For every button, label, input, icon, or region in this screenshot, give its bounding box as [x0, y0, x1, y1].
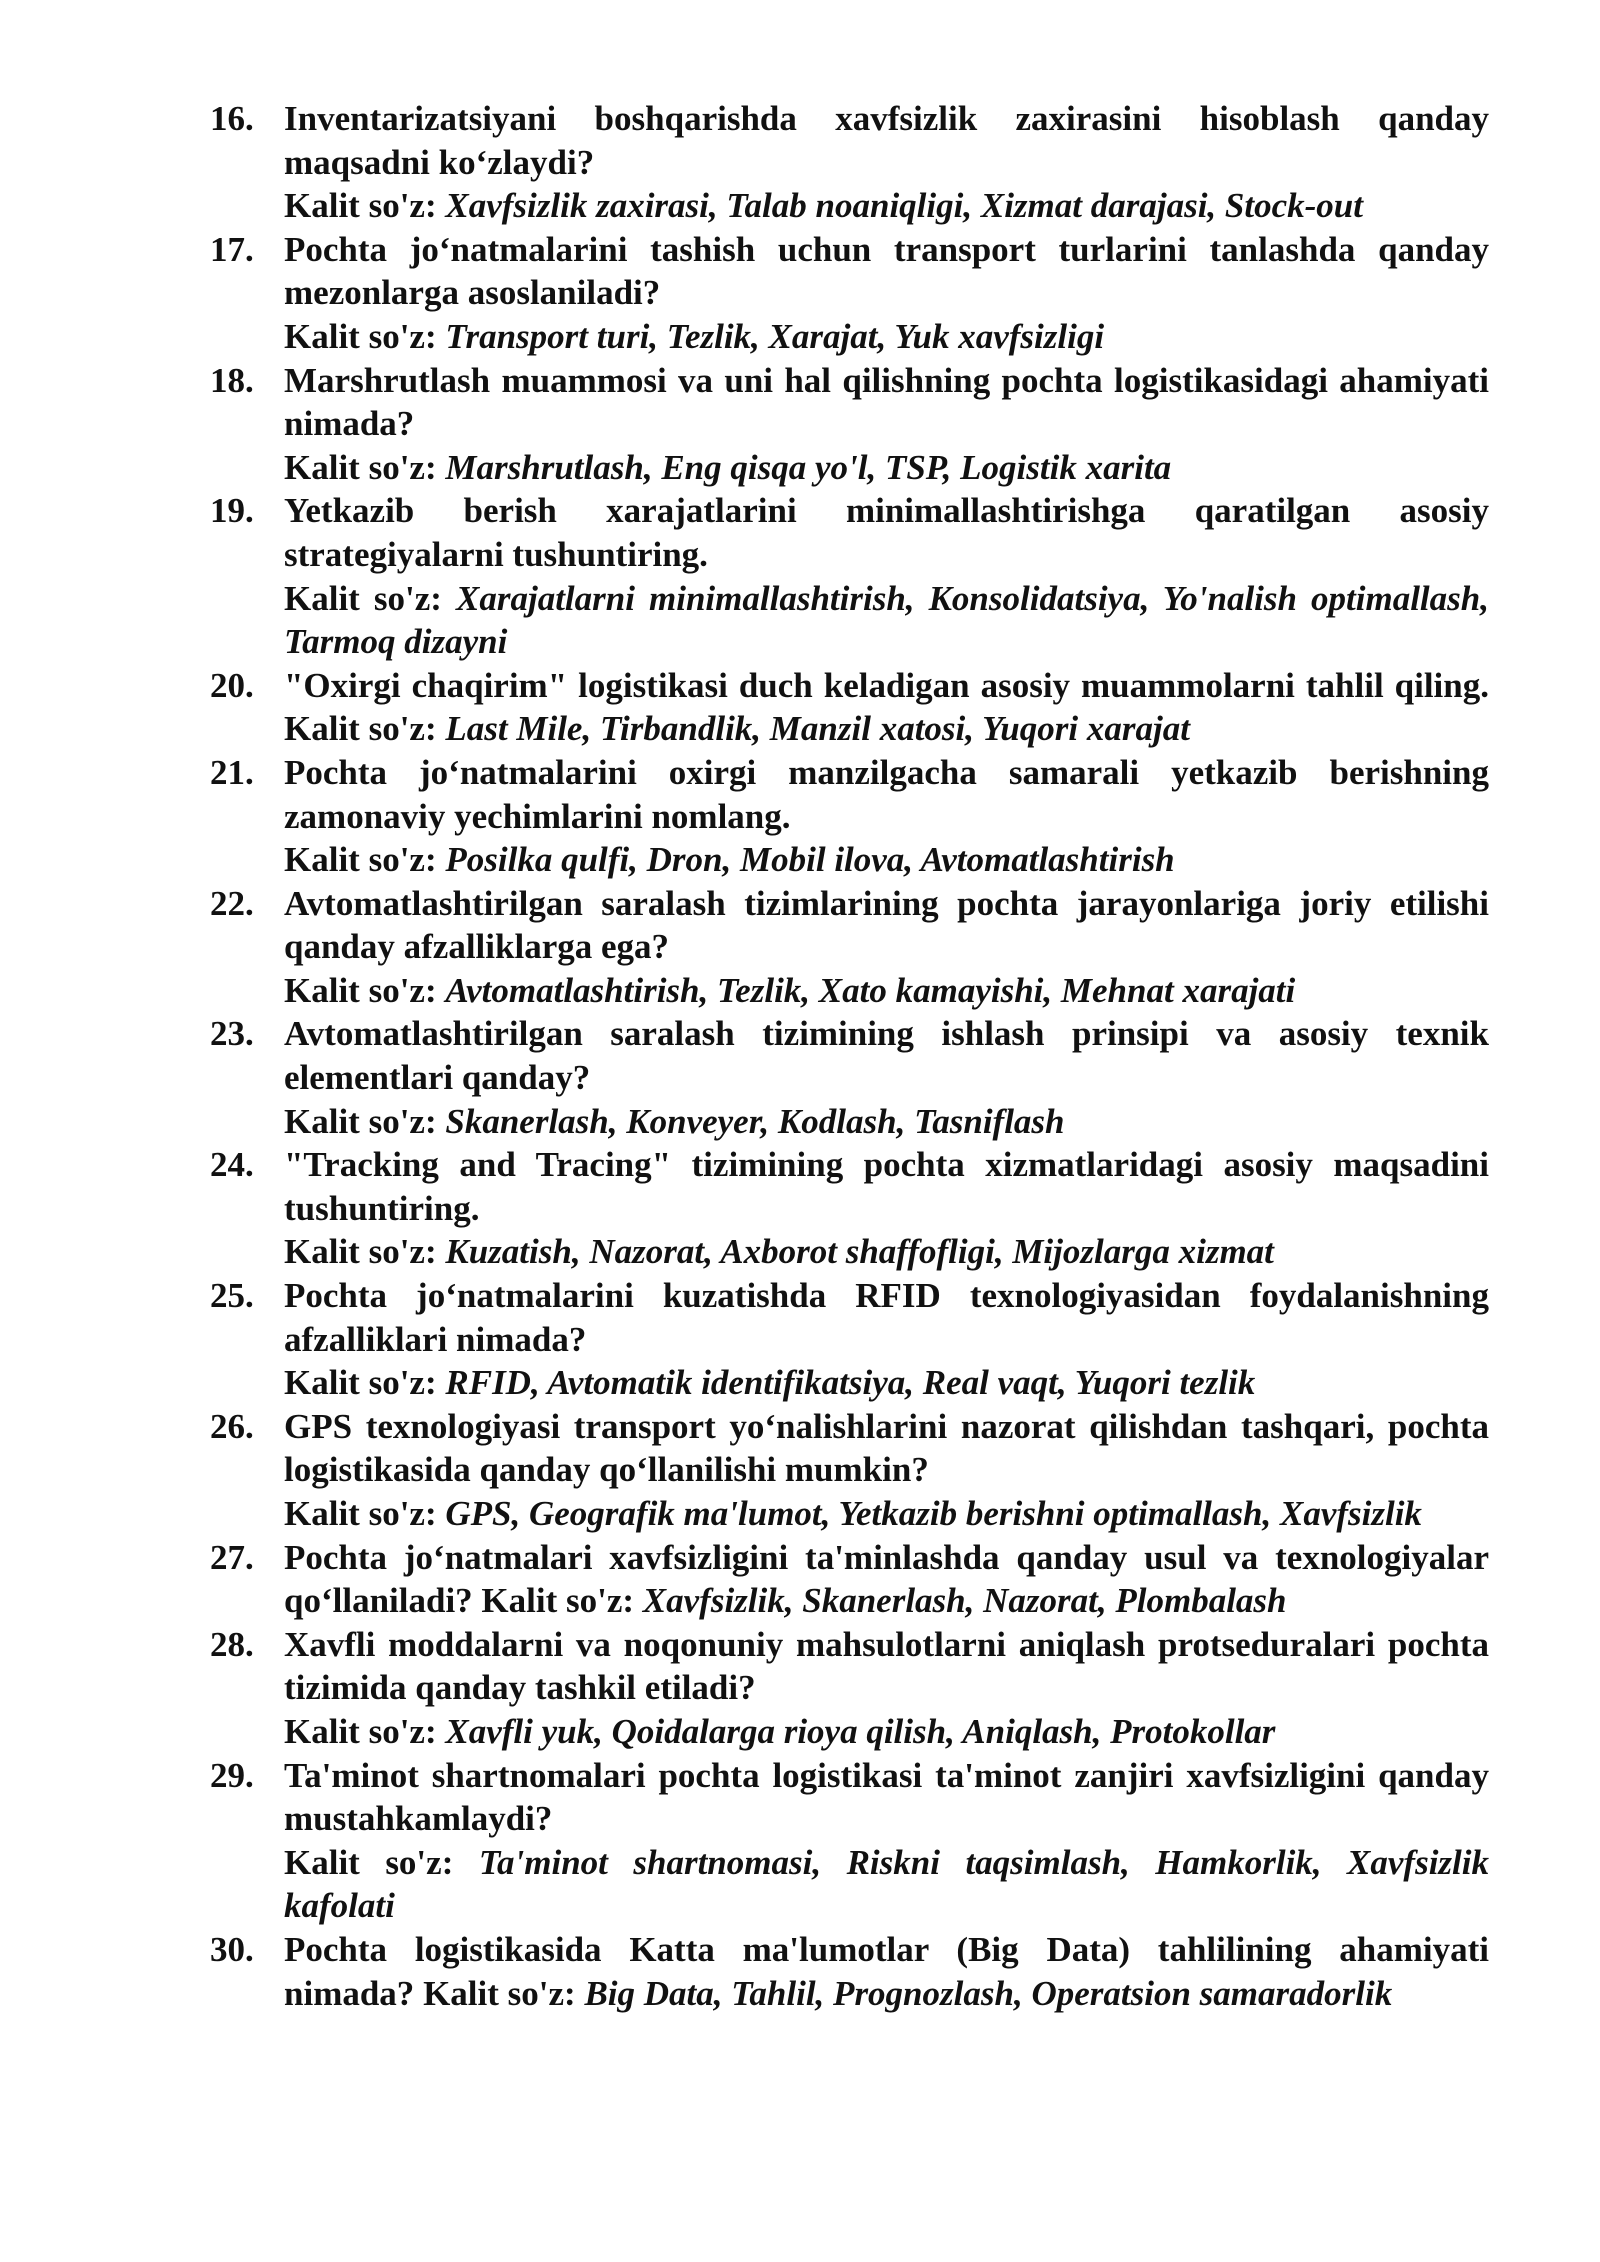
keywords-values: Avtomatlashtirish, Tezlik, Xato kamayishi, Mehnat xarajati — [445, 970, 1296, 1010]
question-body — [284, 228, 1489, 359]
keywords-line — [284, 1100, 1489, 1144]
keywords-values: Skanerlash, Konveyer, Kodlash, Tasniflash — [445, 1101, 1065, 1141]
keywords-label: Kalit so'z: — [423, 1973, 576, 2013]
question-item — [210, 1143, 1489, 1274]
question-number: 25. — [210, 1276, 254, 1316]
question-item — [210, 489, 1489, 663]
question-body — [284, 664, 1489, 751]
question-body — [284, 97, 1489, 228]
question-list — [210, 97, 1489, 2015]
question-text: Avtomatlashtirilgan saralash tizimining ishlash prinsipi va asosiy texnik elementlari qanday? — [284, 1014, 1489, 1098]
keywords-line — [284, 1841, 1489, 1928]
keywords-values: Xavfsizlik, Skanerlash, Nazorat, Plombalash — [642, 1581, 1287, 1621]
question-number: 16. — [210, 99, 254, 138]
keywords-values: Marshrutlash, Eng qisqa yo'l, TSP, Logistik xarita — [445, 447, 1172, 487]
keywords-line — [284, 1230, 1489, 1274]
question-item — [210, 359, 1489, 490]
question-body — [284, 1012, 1489, 1143]
question-body — [284, 1143, 1489, 1274]
question-number: 22. — [210, 883, 254, 923]
question-body — [284, 1405, 1489, 1536]
question-body — [284, 1928, 1489, 2015]
keywords-values: Xavfli yuk, Qoidalarga rioya qilish, Aniqlash, Protokollar — [445, 1711, 1276, 1751]
question-number: 26. — [210, 1406, 254, 1446]
question-number: 29. — [210, 1755, 254, 1795]
question-number: 18. — [210, 360, 254, 400]
question-item — [210, 751, 1489, 882]
keywords-label: Kalit so'z: — [284, 447, 437, 487]
question-item — [210, 97, 1489, 228]
keywords-label: Kalit so'z: — [284, 578, 442, 618]
question-text: GPS texnologiyasi transport yo‘nalishlarini nazorat qilishdan tashqari, pochta logistikasida qanday qo‘llanilishi mumkin? — [284, 1406, 1489, 1490]
keywords-line — [284, 1710, 1489, 1754]
question-body — [284, 1754, 1489, 1928]
question-text: Yetkazib berish xarajatlarini minimallashtirishga qaratilgan asosiy strategiyalarni tushuntiring. — [284, 491, 1489, 574]
keywords-values: Xarajatlarni minimallashtirish, Konsolidatsiya, Yo'nalish optimallash, Tarmoq dizayni — [284, 578, 1489, 662]
question-body — [284, 489, 1489, 663]
keywords-label: Kalit so'z: — [284, 316, 437, 356]
question-text: Pochta jo‘natmalari xavfsizligini ta'minlashda qanday usul va texnologiyalar qo‘llaniladi? — [284, 1537, 1489, 1621]
keywords-line — [284, 315, 1489, 359]
keywords-label: Kalit so'z: — [284, 1494, 437, 1533]
question-text: Ta'minot shartnomalari pochta logistikasi ta'minot zanjiri xavfsizligini qanday mustahkamlaydi? — [284, 1755, 1489, 1839]
keywords-line — [284, 446, 1489, 490]
question-item — [210, 1754, 1489, 1928]
question-item — [210, 1405, 1489, 1536]
question-number: 27. — [210, 1537, 254, 1577]
question-body — [284, 1274, 1489, 1405]
question-text: Marshrutlash muammosi va uni hal qilishning pochta logistikasidagi ahamiyati nimada? — [284, 360, 1489, 444]
question-body — [284, 359, 1489, 490]
question-text: Avtomatlashtirilgan saralash tizimlarining pochta jarayonlariga joriy etilishi qanday afzalliklarga ega? — [284, 883, 1489, 967]
keywords-values: Ta'minot shartnomasi, Riskni taqsimlash, Hamkorlik, Xavfsizlik kafolati — [284, 1842, 1489, 1926]
keywords-label: Kalit so'z: — [284, 1363, 437, 1403]
question-number: 30. — [210, 1929, 254, 1969]
question-text: "Oxirgi chaqirim" logistikasi duch keladigan asosiy muammolarni tahlil qiling. — [284, 665, 1489, 705]
question-number: 20. — [210, 665, 254, 705]
keywords-values: GPS, Geografik ma'lumot, Yetkazib berishni optimallash, Xavfsizlik — [445, 1494, 1422, 1533]
keywords-label: Kalit so'z: — [284, 840, 437, 880]
keywords-label: Kalit so'z: — [284, 1842, 454, 1882]
keywords-line — [284, 577, 1489, 664]
keywords-values: Big Data, Tahlil, Prognozlash, Operatsion samaradorlik — [584, 1973, 1393, 2013]
keywords-line — [423, 1974, 1392, 2013]
question-item — [210, 228, 1489, 359]
question-text: Pochta jo‘natmalarini tashish uchun transport turlarini tanlashda qanday mezonlarga asoslaniladi? — [284, 229, 1489, 313]
keywords-values: Transport turi, Tezlik, Xarajat, Yuk xavfsizligi — [445, 316, 1105, 356]
question-body — [284, 1536, 1489, 1623]
keywords-line — [284, 184, 1489, 228]
keywords-line — [284, 838, 1489, 882]
question-number: 28. — [210, 1624, 254, 1664]
keywords-label: Kalit so'z: — [284, 186, 437, 226]
keywords-line — [481, 1581, 1286, 1620]
keywords-label: Kalit so'z: — [284, 970, 437, 1010]
keywords-values: RFID, Avtomatik identifikatsiya, Real vaqt, Yuqori tezlik — [445, 1363, 1256, 1403]
question-text: Inventarizatsiyani boshqarishda xavfsizlik zaxirasini hisoblash qanday maqsadni ko‘zlaydi? — [284, 99, 1489, 182]
question-text: Xavfli moddalarni va noqonuniy mahsulotlarni aniqlash protseduralari pochta tizimida qanday tashkil etiladi? — [284, 1624, 1489, 1708]
question-text: Pochta jo‘natmalarini oxirgi manzilgacha samarali yetkazib berishning zamonaviy yechimlarini nomlang. — [284, 752, 1489, 836]
keywords-values: Xavfsizlik zaxirasi, Talab noaniqligi, Xizmat darajasi, Stock-out — [445, 186, 1363, 226]
question-body — [284, 882, 1489, 1013]
keywords-line — [284, 969, 1489, 1013]
question-number: 23. — [210, 1014, 254, 1054]
question-item — [210, 1274, 1489, 1405]
question-text: Pochta logistikasida Katta ma'lumotlar (Big Data) tahlilining ahamiyati nimada? — [284, 1929, 1489, 2013]
keywords-label: Kalit so'z: — [481, 1581, 635, 1621]
question-number: 17. — [210, 229, 254, 269]
keywords-label: Kalit so'z: — [284, 709, 437, 749]
keywords-line — [284, 709, 1190, 748]
keywords-values: Posilka qulfi, Dron, Mobil ilova, Avtomatlashtirish — [445, 840, 1175, 880]
question-body — [284, 1623, 1489, 1754]
question-text: "Tracking and Tracing" tizimining pochta xizmatlaridagi asosiy maqsadini tushuntiring. — [284, 1145, 1489, 1228]
question-number: 19. — [210, 491, 254, 531]
keywords-label: Kalit so'z: — [284, 1711, 437, 1751]
keywords-label: Kalit so'z: — [284, 1101, 437, 1141]
question-item — [210, 1623, 1489, 1754]
keywords-values: Last Mile, Tirbandlik, Manzil xatosi, Yuqori xarajat — [445, 709, 1190, 749]
question-number: 24. — [210, 1145, 254, 1185]
keywords-label: Kalit so'z: — [284, 1232, 437, 1272]
question-item — [210, 1012, 1489, 1143]
keywords-line — [284, 1361, 1489, 1405]
question-item — [210, 1536, 1489, 1623]
question-number: 21. — [210, 752, 254, 792]
keywords-values: Kuzatish, Nazorat, Axborot shaffofligi, Mijozlarga xizmat — [445, 1232, 1274, 1272]
question-text: Pochta jo‘natmalarini kuzatishda RFID texnologiyasidan foydalanishning afzalliklari nimada? — [284, 1276, 1489, 1359]
question-item — [210, 882, 1489, 1013]
question-body — [284, 751, 1489, 882]
question-item — [210, 1928, 1489, 2015]
question-item — [210, 664, 1489, 751]
keywords-line — [284, 1492, 1489, 1536]
